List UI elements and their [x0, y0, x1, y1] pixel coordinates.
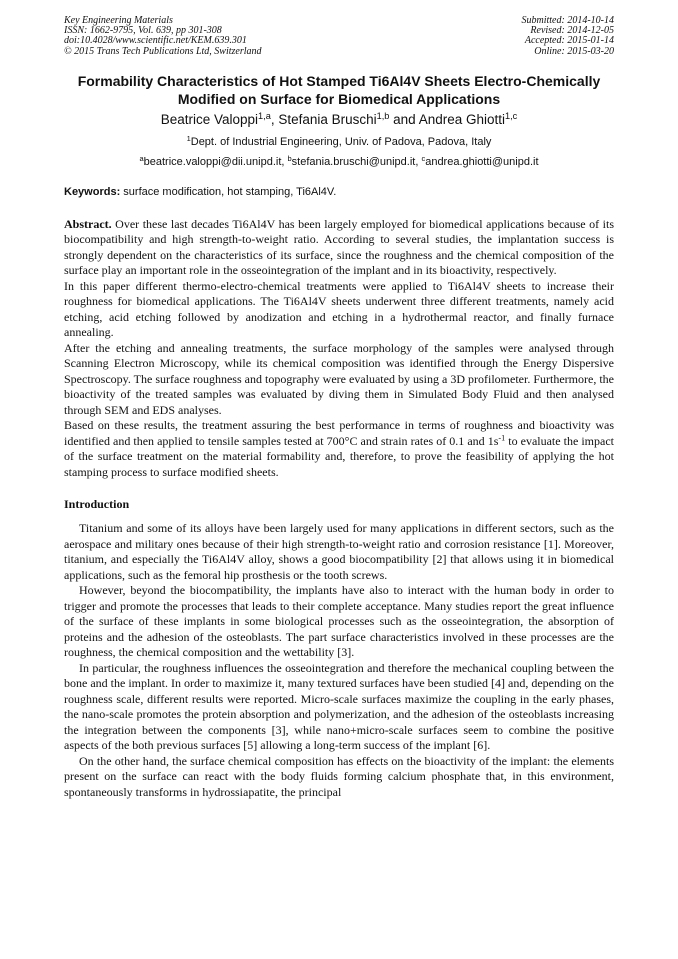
abstract-paragraph: After the etching and annealing treatments, the surface morphology of the samples were analysed through Scanning Electron Microscopy, while its chemical composition was identified through the Energy Dispersive Spectroscopy. The surface roughness and topography were evaluated by using a 3D profilometer. Furthermore, the bioactivity of the treated samples was evaluated by diving them in Simulated Body Fluid and then analysed through SEM and EDS analyses.	[64, 340, 614, 417]
author-name: Stefania Bruschi	[278, 111, 377, 127]
unit-superscript: -1	[498, 433, 506, 443]
intro-paragraph: However, beyond the biocompatibility, the implants have also to interact with the human body in order to trigger and promote the processes that leads to their complete acceptance. Many studies report the great influence of the surface of these implants in some biological processes such as the osseointegration, the absorption of proteins and the adhesion of the osteoblasts. The part surface characteristics involved in these processes are the roughness, the chemical composition and the wettability [3].	[64, 583, 614, 660]
author-name: Beatrice Valoppi	[160, 111, 259, 127]
affiliation-superscript: 1	[186, 133, 191, 143]
email-separator: ,	[281, 155, 288, 168]
introduction-section	[64, 521, 614, 800]
abstract-text: Over these last decades Ti6Al4V has been largely employed for biomedical applications because of its biocompatibility and high strength-to-weight ratio. According to several studies, the implantation success is strongly dependent on the characteristics of its surface, since the roughness and the chemical composition of the surface play an important role in the osseointegration of the implant and in its bioactivity, respectively.	[64, 216, 614, 278]
email-superscript: b	[287, 153, 292, 163]
submitted-date: Submitted: 2014-10-14	[521, 15, 614, 26]
abstract-label: Abstract.	[64, 216, 112, 231]
abstract-text: Based on these results, the treatment assuring the best performance in terms of roughness and bioactivity was identified and then applied to tensile samples tested at 700°C and strain rates of 0.1 and 1s	[64, 418, 614, 448]
abstract-paragraph	[64, 418, 614, 480]
affiliation	[64, 135, 614, 149]
author-superscript: 1,b	[376, 110, 390, 121]
author-superscript: 1,a	[258, 110, 271, 121]
email-superscript: c	[421, 153, 426, 163]
introduction-heading: Introduction	[64, 497, 130, 512]
email-superscript: a	[139, 153, 144, 163]
revised-date: Revised: 2014-12-05	[530, 25, 614, 37]
abstract-section	[64, 217, 614, 481]
author-separator: ,	[270, 111, 279, 127]
author-name: Andrea Ghiotti	[418, 111, 505, 127]
keywords-label: Keywords:	[64, 185, 121, 198]
author-superscript: 1,c	[505, 110, 518, 121]
online-date: Online: 2015-03-20	[534, 45, 614, 57]
keywords-line	[64, 185, 614, 199]
author-separator: and	[389, 111, 419, 127]
paper-page	[64, 16, 614, 800]
abstract-paragraph	[64, 217, 614, 279]
accepted-date: Accepted: 2015-01-14	[524, 35, 614, 47]
email-link[interactable]: andrea.ghiotti@unipd.it	[425, 155, 539, 168]
abstract-text: to evaluate the impact of the surface treatment on the material formability and, therefore, to prove the feasibility of applying the hot stamping process to surface modified sheets.	[64, 433, 614, 479]
running-header	[64, 16, 614, 57]
intro-paragraph: On the other hand, the surface chemical composition has effects on the bioactivity of the implant: the elements present on the surface can react with the body fluids forming calcium phosphate that, in this environment, spontaneously transforms in hydrossiapatite, the principal	[64, 753, 614, 799]
journal-name: Key Engineering Materials	[64, 15, 173, 26]
author-list	[64, 111, 614, 129]
email-separator: ,	[415, 155, 422, 168]
copyright-line: © 2015 Trans Tech Publications Ltd, Switzerland	[64, 45, 262, 57]
intro-paragraph: In particular, the roughness influences the osseointegration and therefore the mechanical coupling between the bone and the implant. In order to maximize it, many textured surfaces have been studied [4] and, depending on the roughness scale, different results were reported. Micro-scale surfaces maximize the coupling in the early phases, the nano-scale promotes the protein absorption and polymerization, and the adhesion of the osteoblasts increasing the integration between the components [3], while nano+micro-scale surfaces seem to combine the positive aspects of the both previous surfaces [5] allowing a long-term success of the implant [6].	[64, 660, 614, 753]
affiliation-text: Dept. of Industrial Engineering, Univ. of Padova, Padova, Italy	[190, 135, 492, 148]
email-link[interactable]: stefania.bruschi@unipd.it	[291, 155, 416, 168]
doi-line[interactable]: doi:10.4028/www.scientific.net/KEM.639.301	[64, 35, 247, 47]
email-link[interactable]: beatrice.valoppi@dii.unipd.it	[143, 155, 282, 168]
abstract-paragraph: In this paper different thermo-electro-chemical treatments were applied to Ti6Al4V sheets to increase their roughness for biomedical applications. The Ti6Al4V sheets underwent three different treatments, namely acid etching, acid etching followed by anodization and etching in a hydrothermal reactor, and finally furnace annealing.	[64, 278, 614, 340]
keywords-text: surface modification, hot stamping, Ti6Al4V.	[120, 185, 337, 198]
email-list	[64, 155, 614, 169]
submission-dates	[522, 16, 615, 57]
paper-title: Formability Characteristics of Hot Stamped Ti6Al4V Sheets Electro-Chemically Modified on Surface for Biomedical Applications	[77, 72, 601, 107]
issn-line: ISSN: 1662-9795, Vol. 639, pp 301-308	[64, 25, 222, 37]
intro-paragraph: Titanium and some of its alloys have been largely used for many applications in different sectors, such as the aerospace and military ones because of their high strength-to-weight ratio and corrosion resistance [1]. Moreover, titanium, and especially the Ti6Al4V alloy, shows a good biocompatibility [2] that allows using it in biomedical applications, such as the femoral hip prosthesis or the tooth screws.	[64, 521, 614, 582]
journal-info	[64, 16, 262, 57]
